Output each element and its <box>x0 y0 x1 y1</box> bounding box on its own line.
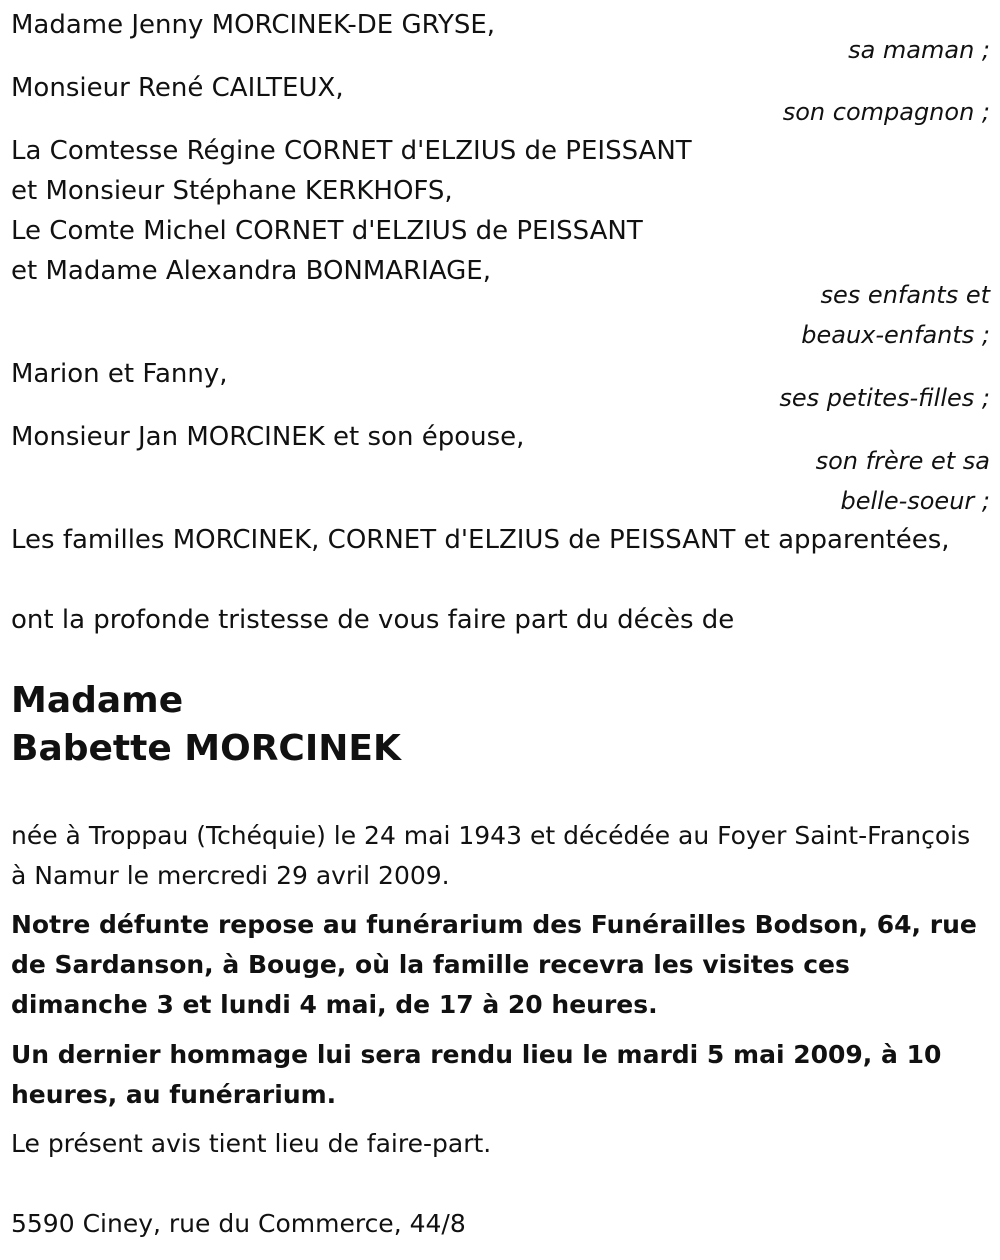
children-line: La Comtesse Régine CORNET d'ELZIUS de PEISSANT <box>11 136 692 166</box>
brother-role-line: belle-soeur ; <box>840 487 990 515</box>
companion-name: Monsieur René CAILTEUX, <box>11 73 344 103</box>
brother-role-line: son frère et sa <box>815 447 990 475</box>
mother-name: Madame Jenny MORCINEK-DE GRYSE, <box>11 10 496 40</box>
children-line: et Monsieur Stéphane KERKHOFS, <box>11 176 453 206</box>
children-line: Le Comte Michel CORNET d'ELZIUS de PEISSANT <box>11 216 643 246</box>
birth-death-details: née à Troppau (Tchéquie) le 24 mai 1943 et décédée au Foyer Saint-François à Namur le mercredi 29 avril 2009. <box>11 821 971 890</box>
deceased-name: Babette MORCINEK <box>11 728 401 769</box>
related-families: Les familles MORCINEK, CORNET d'ELZIUS de PEISSANT et apparentées, <box>11 525 950 555</box>
notice-text: Le présent avis tient lieu de faire-part. <box>11 1129 492 1158</box>
granddaughters-role: ses petites-filles ; <box>779 384 990 412</box>
announcement-text: ont la profonde tristesse de vous faire part du décès de <box>11 605 735 635</box>
ceremony-details: Un dernier hommage lui sera rendu lieu le mardi 5 mai 2009, à 10 heures, au funérarium. <box>11 1040 942 1109</box>
granddaughters-names: Marion et Fanny, <box>11 359 228 389</box>
companion-role: son compagnon ; <box>782 98 990 126</box>
mother-role: sa maman ; <box>848 36 990 64</box>
deceased-title: Madame <box>11 680 184 721</box>
family-address: 5590 Ciney, rue du Commerce, 44/8 <box>11 1209 466 1238</box>
children-role-line: beaux-enfants ; <box>801 321 990 349</box>
children-line: et Madame Alexandra BONMARIAGE, <box>11 256 491 286</box>
visitation-details: Notre défunte repose au funérarium des Funérailles Bodson, 64, rue de Sardanson, à Bouge, où la famille recevra les visites ces dimanche 3 et lundi 4 mai, de 17 à 20 heures. <box>11 910 977 1019</box>
brother-name: Monsieur Jan MORCINEK et son épouse, <box>11 422 525 452</box>
children-role-line: ses enfants et <box>820 281 990 309</box>
